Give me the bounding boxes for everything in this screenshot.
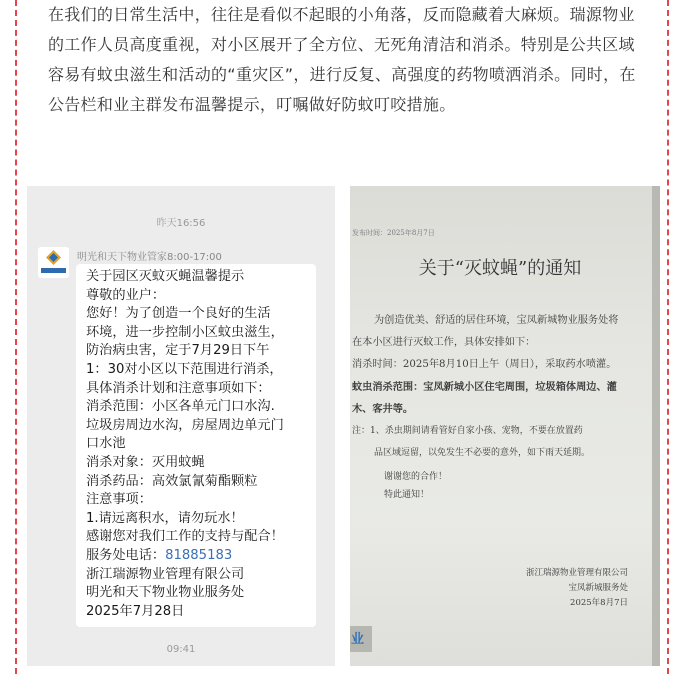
notice-thanks-line: 谢谢您的合作！ [384,472,448,482]
notice-title: 关于“灭蚊蝇”的通知 [418,258,582,279]
notice-signature [510,566,628,611]
company-logo-icon [46,250,61,265]
phone-link[interactable]: 81885183 [165,547,233,563]
notice-line: 为创造优美、舒适的居住环境，宝凤新城物业服务处将 [374,315,619,326]
message-line: 1.请远离积水，请勿玩水！ [86,510,244,526]
notice-thanks [384,468,447,504]
notice-sign-office: 宝凤新城服务处 [568,583,628,593]
company-logo-wordmark [41,268,66,273]
sender-name: 明光和天下物业管家8:00-17:00 [77,252,222,263]
message-line: 环境，进一步控制小区蚊虫滋生， [86,324,284,340]
chat-timestamp-bottom: 09:41 [166,644,196,655]
notice-time: 消杀时间：2025年8月10日上午（周日），采取药水喷灌。 [352,359,617,370]
intro-paragraph [48,0,648,120]
signature-line: 浙江瑞源物业管理有限公司 [86,566,245,582]
message-line: 消杀对象：灭用蚊蝇 [86,454,205,470]
message-line: 注意事项： [86,492,152,508]
message-line: 感谢您对我们工作的支持与配合！ [86,529,284,545]
message-bubble[interactable] [76,264,316,627]
message-line: 具体消杀计划和注意事项如下： [86,380,271,396]
notice-line: 在本小区进行灭蚊工作，具体安排如下： [352,337,536,348]
notice-closing-line: 特此通知！ [384,490,430,500]
left-dashed-border [15,0,17,674]
notice-note: 品区域逗留，以免发生不必要的意外，如下雨天延期。 [374,448,591,458]
signature-line: 2025年7月28日 [86,603,185,619]
intro-line: 容易有蚊虫滋生和活动的“重灾区”，进行反复、高强度的药物喷洒消杀。同时，在 [48,65,636,84]
message-line: 关于园区灭蚊灭蝇温馨提示 [86,269,245,284]
phone-label: 服务处电话： [86,547,166,563]
message-line: 尊敬的业户： [86,287,166,303]
notice-note: 注：1、杀虫期间请看管好自家小孩、宠物，不要在放置药 [352,426,583,436]
right-dashed-border [667,0,669,674]
chat-timestamp: 昨天16:56 [156,218,206,229]
watermark-text: 业 [351,632,365,647]
chat-screenshot [27,186,335,666]
notice-sign-company: 浙江瑞源物业管理有限公司 [525,568,628,578]
notice-date: 发布时间：2025年8月7日 [352,229,435,237]
avatar [38,247,69,278]
intro-line: 的工作人员高度重视，对小区展开了全方位、无死角清洁和消杀。特别是公共区域 [48,35,635,54]
intro-line: 在我们的日常生活中，往往是看似不起眼的小角落，反而隐藏着大麻烦。瑞源物业 [48,5,635,24]
signature-line: 明光和天下物业物业服务处 [86,585,245,601]
notice-area: 木、客井等。 [352,403,414,415]
notice-body [352,310,654,464]
message-line: 口水池 [86,436,126,452]
message-line: 垃圾房周边水沟，房屋周边单元门 [86,417,284,433]
intro-line: 公告栏和业主群发布温馨提示，叮嘱做好防蚊叮咬措施。 [48,95,456,114]
message-line: 防治病虫害，定于7月29日下午 [86,343,270,359]
watermark-corner [350,626,372,652]
message-line: 消杀范围：小区各单元门口水沟. [86,399,275,415]
phone-line [86,547,310,566]
message-line: 您好！为了创造一个良好的生活 [86,306,271,322]
notice-photo [350,186,660,666]
notice-sign-date: 2025年8月7日 [570,598,628,608]
notice-area: 蚊虫消杀范围：宝凤新城小区住宅周围，垃圾箱体周边、灌 [352,381,617,393]
message-line: 1：30对小区以下范围进行消杀， [86,361,283,377]
message-line: 消杀药品：高效氯氰菊酯颗粒 [86,473,258,489]
